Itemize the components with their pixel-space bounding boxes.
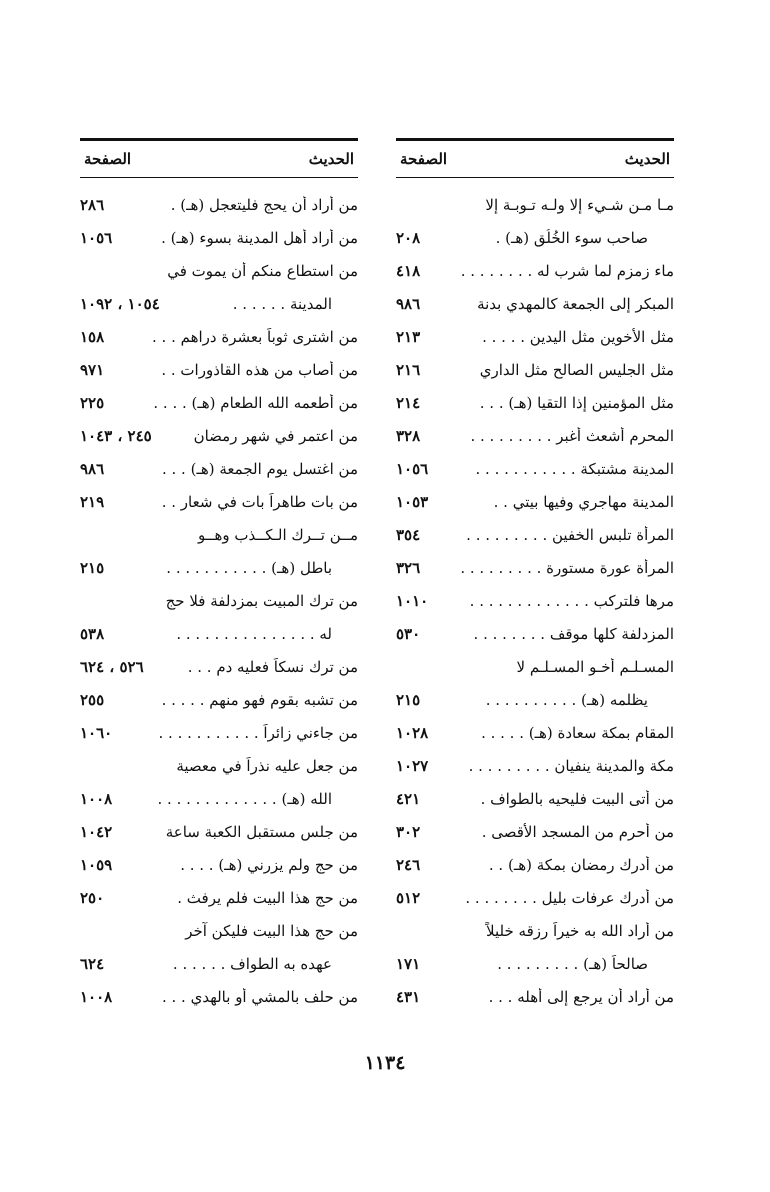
index-entry [396,815,674,848]
index-entry [80,254,358,287]
hadith-text: من حج هذا البيت فليكن آخر [185,921,358,940]
index-entry [396,848,674,881]
page-ref: ١٠٥٣ [396,492,429,511]
index-entry [80,518,358,551]
hadith-text: من اشترى ثوباً بعشرة دراهم . . . [152,327,358,346]
index-entry [80,485,358,518]
page-ref: ١٠٦٠ [80,723,113,742]
hadith-text: من ترك المبيت بمزدلفة فلا حج [165,591,358,610]
hadith-text: من ترك نسكاً فعليه دم . . . [187,657,358,676]
index-entry [396,287,674,320]
index-entry [396,650,674,683]
page-ref: ٢٨٦ [80,195,105,214]
page-ref: ٣٢٦ [396,558,421,577]
hadith-text: من جلس مستقبل الكعبة ساعة [165,822,358,841]
page-ref: ١٠٥٦ [80,228,113,247]
hadith-text: باطل (هـ) . . . . . . . . . . . [166,558,332,577]
index-entry [80,386,358,419]
hadith-text: من أراد أن يحج فليتعجل (هـ) . [170,195,358,214]
page-ref: ٤١٨ [396,261,421,280]
page-ref: ٢١٣ [396,327,421,346]
index-entry [80,287,358,320]
page-ref: ٤٢١ [396,789,421,808]
hadith-text: من أدرك عرفات بليل . . . . . . . . [465,888,674,907]
index-entry [396,221,674,254]
index-entry [80,320,358,353]
hadith-text: مكة والمدينة ينفيان . . . . . . . . . [468,756,674,775]
page-ref: ١٥٨ [80,327,105,346]
index-entry [396,584,674,617]
page-ref: ٣٢٨ [396,426,421,445]
index-entry [80,551,358,584]
hadith-text: المبكر إلى الجمعة كالمهدي بدنة [477,294,674,313]
index-entry [396,551,674,584]
page-ref: ٢١٤ [396,393,421,412]
page-ref: ١٠٠٨ [80,789,113,808]
hadith-text: من جاءني زائراً . . . . . . . . . . . [158,723,358,742]
hadith-text: من بات طاهراً بات في شعار . . [161,492,358,511]
page-ref: ٩٨٦ [396,294,421,313]
index-entry [80,914,358,947]
page-number: ١١٣٤ [364,1052,406,1074]
hadith-text: من أراد أهل المدينة بسوء (هـ) . [161,228,358,247]
hadith-text: مــن تــرك الـكــذب وهــو [197,525,358,544]
hadith-text: يظلمه (هـ) . . . . . . . . . . [485,690,648,709]
index-entry [396,683,674,716]
hadith-text: من اعتمر في شهر رمضان [193,426,358,445]
hadith-text: المقام بمكة سعادة (هـ) . . . . . [481,723,674,742]
index-entry [396,716,674,749]
index-entry [80,947,358,980]
index-column-right [396,138,674,1013]
index-entry [80,617,358,650]
index-entry [80,584,358,617]
hadith-text: له . . . . . . . . . . . . . . . [176,624,332,643]
header-hadith: الحديث [624,150,670,168]
index-entry [80,419,358,452]
index-entry [396,320,674,353]
page-ref: ٣٥٤ [396,525,421,544]
page-ref: ٤٣١ [396,987,421,1006]
hadith-text: من أحرم من المسجد الأقصى . [481,822,674,841]
column-header-rule [396,177,674,178]
page-ref: ٥٢٦ ، ٦٢٤ [80,657,144,676]
header-page: الصفحة [84,150,132,168]
index-entry [396,254,674,287]
page-ref: ٢٤٥ ، ١٠٤٣ [80,426,152,445]
hadith-text: من حلف بالمشي أو بالهدي . . . [161,987,358,1006]
hadith-text: مرها فلتركب . . . . . . . . . . . . . [469,591,674,610]
index-entry [396,353,674,386]
index-entry [396,782,674,815]
hadith-text: المحرم أشعث أغبر . . . . . . . . . [470,426,674,445]
index-entry [80,353,358,386]
hadith-text: المدينة مهاجري وفيها بيتي . . [493,492,674,511]
page-ref: ١٠٥٦ [396,459,429,478]
hadith-text: عهده به الطواف . . . . . . [172,954,332,973]
index-entry [80,683,358,716]
page-ref: ١٠٢٧ [396,756,429,775]
index-entry [396,386,674,419]
index-entry [396,188,674,221]
index-entry [80,848,358,881]
hadith-text: الله (هـ) . . . . . . . . . . . . . [157,789,332,808]
page-ref: ٢٥٥ [80,690,105,709]
page-ref: ١٠٢٨ [396,723,429,742]
hadith-text: المرأة تلبس الخفين . . . . . . . . . [466,525,674,544]
hadith-text: المدينة . . . . . . [232,294,332,313]
page-ref: ٩٨٦ [80,459,105,478]
index-entry [80,650,358,683]
page-ref: ٦٢٤ [80,954,105,973]
hadith-text: صاحب سوء الخُلُق (هـ) . [495,228,648,247]
page-ref: ٢٠٨ [396,228,421,247]
hadith-text: مثل الأخوين مثل اليدين . . . . . [482,327,674,346]
index-entry [80,188,358,221]
hadith-text: من تشبه بقوم فهو منهم . . . . . [161,690,358,709]
page-ref: ١٧١ [396,954,421,973]
hadith-text: من أدرك رمضان بمكة (هـ) . . [488,855,674,874]
index-entry [80,782,358,815]
column-header-rule [80,177,358,178]
page-ref: ٢٢٥ [80,393,105,412]
hadith-text: المسـلـم أخـو المسـلـم لا [516,657,674,676]
hadith-text: من أطعمه الله الطعام (هـ) . . . . [153,393,358,412]
hadith-text: من أراد أن يرجع إلى أهله . . . [488,987,674,1006]
hadith-text: من حج ولم يزرني (هـ) . . . . [180,855,358,874]
page-ref: ١٠١٠ [396,591,429,610]
page-ref: ٢٥٠ [80,888,105,907]
index-entry [80,452,358,485]
index-entry [396,749,674,782]
index-entry [80,749,358,782]
page-ref: ١٠٤٢ [80,822,113,841]
page-ref: ٥٣٠ [396,624,421,643]
page-ref: ٩٧١ [80,360,105,379]
index-entry [396,518,674,551]
hadith-text: من استطاع منكم أن يموت في [167,261,358,280]
page-ref: ٣٠٢ [396,822,421,841]
page-ref: ٢٤٦ [396,855,421,874]
page-ref: ١٠٥٤ ، ١٠٩٢ [80,294,160,313]
page-ref: ١٠٠٨ [80,987,113,1006]
index-entry [80,815,358,848]
hadith-text: المرأة عورة مستورة . . . . . . . . . [460,558,674,577]
index-entry [396,419,674,452]
hadith-text: من أتى البيت فليحيه بالطواف . [480,789,674,808]
index-entry [396,914,674,947]
index-column-left [80,138,358,1013]
index-entry [396,452,674,485]
page-ref: ٢١٥ [396,690,421,709]
hadith-text: مثل المؤمنين إذا التقيا (هـ) . . . [479,393,674,412]
index-entry [80,881,358,914]
page-ref: ١٠٥٩ [80,855,113,874]
index-entry [80,980,358,1013]
index-entry [80,221,358,254]
hadith-text: ماء زمزم لما شرب له . . . . . . . . [460,261,674,280]
index-entry [396,980,674,1013]
header-hadith: الحديث [308,150,354,168]
hadith-text: من جعل عليه نذراً في معصية [176,756,358,775]
hadith-text: المدينة مشتبكة . . . . . . . . . . . [475,459,674,478]
hadith-text: صالحاً (هـ) . . . . . . . . . [497,954,648,973]
page-ref: ٥٣٨ [80,624,105,643]
index-entry [396,947,674,980]
hadith-text: مـا مـن شـيء إلا ولـه تـوبـة إلا [485,195,674,214]
hadith-text: من أصاب من هذه القاذورات . . [161,360,358,379]
page-ref: ٢١٥ [80,558,105,577]
page-ref: ٢١٦ [396,360,421,379]
index-entry [396,617,674,650]
index-entry [80,716,358,749]
column-header [80,141,358,177]
hadith-text: من اغتسل يوم الجمعة (هـ) . . . [161,459,358,478]
index-entry [396,485,674,518]
hadith-text: من حج هذا البيت فلم يرفث . [177,888,358,907]
hadith-text: من أراد الله به خيراً رزقه خليلاً [486,921,674,940]
header-page: الصفحة [400,150,448,168]
hadith-text: المزدلفة كلها موقف . . . . . . . . [473,624,674,643]
hadith-text: مثل الجليس الصالح مثل الداري [479,360,674,379]
column-header [396,141,674,177]
page-ref: ٥١٢ [396,888,421,907]
page-ref: ٢١٩ [80,492,105,511]
index-entry [396,881,674,914]
